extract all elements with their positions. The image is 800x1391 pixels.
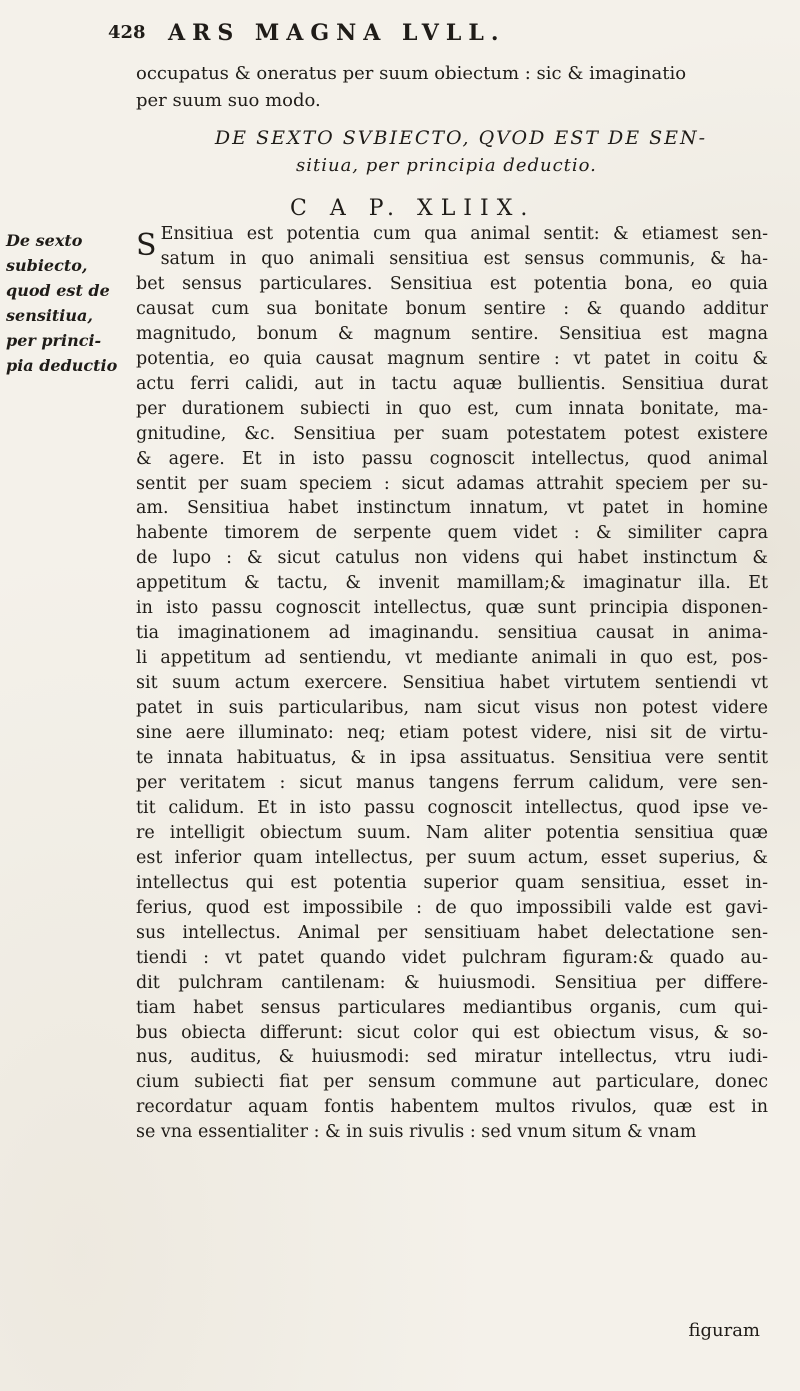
chapter-heading: [136, 124, 786, 180]
body-line: tia imaginationem ad imaginandu. sensitiua causat in anima-: [136, 623, 768, 644]
body-line: ferius, quod est impossibile : de quo impossibili valde est gavi-: [136, 897, 768, 918]
body-line: patet in suis particularibus, nam sicut visus non potest videre: [136, 698, 768, 719]
body-line: te innata habituatus, & in ipsa assituatus. Sensitiua vere sentit: [136, 748, 768, 769]
body-line: de lupo : & sicut catulus non videns qui habet instinctum &: [136, 548, 768, 569]
body-line: appetitum & tactu, & invenit mamillam;& imaginatur illa. Et: [136, 573, 768, 594]
margin-note-line: De sexto: [6, 231, 83, 250]
body-line: gnitudine, &c. Sensitiua per suam potestatem potest existere: [136, 423, 768, 444]
body-line: tiam habet sensus particulares mediantibus organis, cum qui-: [136, 997, 768, 1018]
body-line: satum in quo animali sensitiua est sensus communis, & ha-: [160, 248, 768, 269]
chapter-number: C A P. XLIIX.: [290, 196, 536, 221]
body-line: li appetitum ad sentiendu, vt mediante animali in quo est, pos-: [136, 648, 768, 669]
intro-line: occupatus & oneratus per suum obiectum : sic & imaginatio: [136, 63, 687, 84]
body-line: sit suum actum exercere. Sensitiua habet virtutem sentiendi vt: [136, 673, 768, 694]
chapter-body: [136, 222, 768, 1145]
body-line: in isto passu cognoscit intellectus, quæ sunt principia disponen-: [136, 598, 768, 619]
body-line: cium subiecti fiat per sensum commune aut particulare, donec: [136, 1072, 768, 1093]
intro-paragraph: [136, 60, 756, 114]
body-line: bet sensus particulares. Sensitiua est potentia bona, eo quia: [136, 273, 768, 294]
body-line: nus, auditus, & huiusmodi: sed miratur intellectus, vtru iudi-: [136, 1047, 768, 1068]
chapter-heading-line: DE SEXTO SVBIECTO, QVOD EST DE SEN-: [214, 127, 708, 149]
body-line: sus intellectus. Animal per sensitiuam habet delectatione sen-: [136, 922, 768, 943]
body-line: tit calidum. Et in isto passu cognoscit intellectus, quod ipse ve-: [136, 797, 768, 818]
body-line: magnitudo, bonum & magnum sentire. Sensitiua est magna: [136, 323, 768, 344]
body-line: tiendi : vt patet quando videt pulchram figuram:& quado au-: [136, 947, 768, 968]
body-line: & agere. Et in isto passu cognoscit intellectus, quod animal: [136, 448, 768, 469]
running-title: ARS MAGNA LVLL.: [168, 20, 506, 46]
body-line: recordatur aquam fontis habentem multos rivulos, quæ est in: [136, 1097, 768, 1118]
margin-note: [6, 228, 136, 378]
body-line: est inferior quam intellectus, per suum actum, esset superius, &: [136, 847, 768, 868]
chapter-heading-line: sitiua, per principia deductio.: [296, 155, 597, 176]
body-line: potentia, eo quia causat magnum sentire : vt patet in coitu &: [136, 348, 768, 369]
body-line: sine aere illuminato: neq; etiam potest videre, nisi sit de virtu-: [136, 723, 768, 744]
margin-note-line: sensitiua,: [6, 306, 93, 325]
body-line: actu ferri calidi, aut in tactu aquæ bullientis. Sensitiua durat: [136, 373, 768, 394]
margin-note-line: quod est de: [6, 281, 110, 300]
margin-note-line: per princi-: [6, 331, 102, 350]
body-line: habente timorem de serpente quem videt : & similiter capra: [136, 523, 768, 544]
body-line: intellectus qui est potentia superior quam sensitiua, esset in-: [136, 872, 768, 893]
body-line: re intelligit obiectum suum. Nam aliter potentia sensitiua quæ: [136, 822, 768, 843]
catchword: figuram: [688, 1320, 760, 1341]
body-line: am. Sensitiua habet instinctum innatum, vt patet in homine: [136, 498, 768, 519]
body-line: per durationem subiecti in quo est, cum innata bonitate, ma-: [136, 398, 768, 419]
body-line: causat cum sua bonitate bonum sentire : & quando additur: [136, 298, 768, 319]
body-line: se vna essentialiter : & in suis rivulis : sed vnum situm & vnam: [136, 1122, 697, 1143]
body-line: Ensitiua est potentia cum qua animal sentit: & etiamest sen-: [160, 224, 768, 244]
drop-capital: S: [136, 228, 157, 263]
page-number: 428: [108, 22, 146, 43]
body-line: dit pulchram cantilenam: & huiusmodi. Sensitiua per differe-: [136, 972, 768, 993]
margin-note-line: pia deductio: [6, 356, 118, 375]
page-header: [108, 20, 708, 50]
body-line: bus obiecta differunt: sicut color qui est obiectum visus, & so-: [136, 1022, 768, 1043]
body-line: sentit per suam speciem : sicut adamas attrahit speciem per su-: [136, 473, 768, 494]
intro-line: per suum suo modo.: [136, 90, 321, 111]
margin-note-line: subiecto,: [6, 256, 88, 275]
body-line: per veritatem : sicut manus tangens ferrum calidum, vere sen-: [136, 772, 768, 793]
